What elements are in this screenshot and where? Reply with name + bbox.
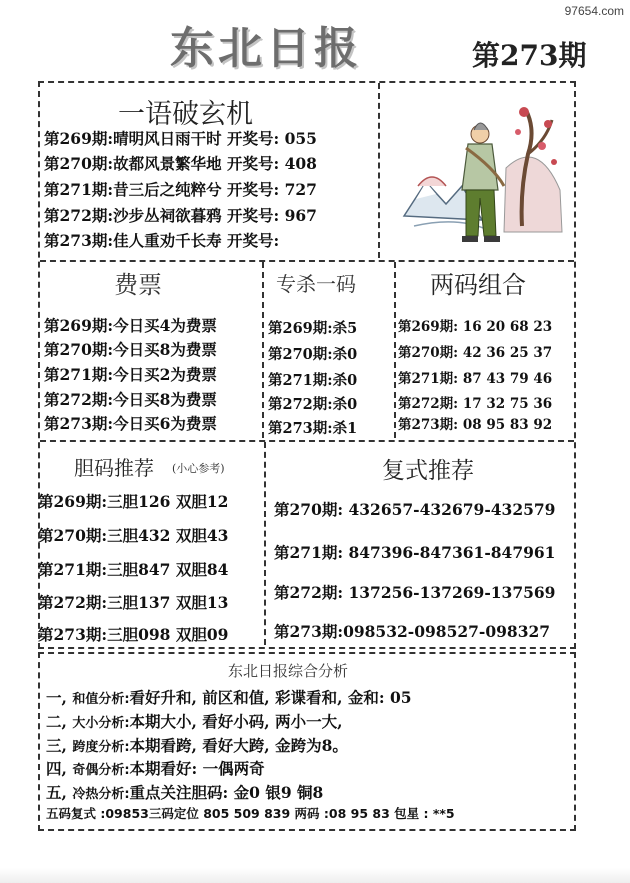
analysis-text: 重点关注胆码: 金0 银9 铜8 <box>129 783 324 802</box>
divider-kill-two <box>394 262 396 438</box>
bold-code-row: 第270期:三胆432 双胆43 <box>38 526 229 545</box>
multiple-row: 第273期:098532-098527-098327 <box>274 622 551 641</box>
bold-code-row: 第271期:三胆847 双胆84 <box>38 560 229 579</box>
multiple-title: 复式推荐 <box>382 458 474 484</box>
bold-code-title: 胆码推荐 <box>74 456 154 480</box>
analysis-text: 本期看跨, 看好大跨, 金跨为8。 <box>129 736 348 755</box>
kill-one-row: 第269期:杀5 <box>268 320 358 337</box>
analysis-num: 五, <box>46 783 67 802</box>
analysis-label: 大小分析: <box>72 716 130 731</box>
divider-below-riddle <box>40 260 574 262</box>
divider-riddle-illustration <box>378 83 380 258</box>
two-code-row: 第270期: 42 36 25 37 <box>398 345 553 361</box>
riddle-row: 第270期:故都风景繁华地 开奖号: 408 <box>44 154 317 173</box>
analysis-footer: 五码复式 :09853三码定位 805 509 839 两码 :08 95 83 包星 : **5 <box>46 806 455 821</box>
fee-ticket-row: 第269期:今日买4为费票 <box>44 316 217 335</box>
masthead-title: 东北日报 <box>170 23 362 74</box>
riddle-title: 一语破玄机 <box>118 99 253 130</box>
riddle-row: 第272期:沙步丛祠欲暮鸦 开奖号: 967 <box>44 206 317 225</box>
divider-bold-multiple <box>264 442 266 645</box>
analysis-label: 冷热分析: <box>72 787 130 802</box>
fee-ticket-row: 第271期:今日买2为费票 <box>44 365 217 384</box>
site-watermark: 97654.com <box>564 4 624 18</box>
fee-ticket-row: 第273期:今日买6为费票 <box>44 414 217 433</box>
kill-one-row: 第272期:杀0 <box>268 396 358 413</box>
kill-one-row: 第273期:杀1 <box>268 420 358 437</box>
two-code-row: 第269期: 16 20 68 23 <box>398 319 553 335</box>
fee-ticket-title: 费票 <box>114 271 162 299</box>
scan-edge-shadow <box>0 868 630 883</box>
two-code-row: 第271期: 87 43 79 46 <box>398 371 553 387</box>
riddle-row: 第273期:佳人重劝千长寿 开奖号: <box>44 231 280 250</box>
bold-code-note: (小心参考) <box>172 462 225 475</box>
analysis-text: 本期看好: 一偶两奇 <box>129 759 265 778</box>
analysis-num: 三, <box>46 736 67 755</box>
analysis-num: 四, <box>46 759 67 778</box>
riddle-row: 第271期:昔三后之纯粹兮 开奖号: 727 <box>44 180 317 199</box>
analysis-text: 看好升和, 前区和值, 彩谍看和, 金和: 05 <box>129 688 412 707</box>
analysis-num: 一, <box>46 688 67 707</box>
two-code-title: 两码组合 <box>430 271 526 299</box>
two-code-row: 第273期: 08 95 83 92 <box>398 417 553 433</box>
old-man-illustration <box>398 98 566 250</box>
kill-one-title: 专杀一码 <box>276 272 356 296</box>
two-code-row: 第272期: 17 32 75 36 <box>398 396 553 412</box>
fee-ticket-row: 第272期:今日买8为费票 <box>44 390 217 409</box>
analysis-label: 和值分析: <box>72 692 130 707</box>
analysis-label: 奇偶分析: <box>72 763 130 778</box>
bold-code-row: 第273期:三胆098 双胆09 <box>38 625 229 644</box>
analysis-title: 东北日报综合分析 <box>228 662 349 680</box>
divider-fee-kill <box>262 262 264 438</box>
multiple-row: 第270期: 432657-432679-432579 <box>274 500 556 519</box>
kill-one-row: 第271期:杀0 <box>268 372 358 389</box>
bold-code-row: 第269期:三胆126 双胆12 <box>38 492 229 511</box>
analysis-row-hotcold <box>46 785 323 801</box>
fee-ticket-row: 第270期:今日买8为费票 <box>44 340 217 359</box>
multiple-row: 第271期: 847396-847361-847961 <box>274 543 556 562</box>
bold-code-row: 第272期:三胆137 双胆13 <box>38 593 229 612</box>
analysis-row-parity <box>46 761 265 777</box>
multiple-row: 第272期: 137256-137269-137569 <box>274 583 556 602</box>
issue-number: 第273期 <box>472 39 587 72</box>
kill-one-row: 第270期:杀0 <box>268 346 358 363</box>
analysis-num: 二, <box>46 712 67 731</box>
analysis-row-size <box>46 714 343 730</box>
analysis-text: 本期大小, 看好小码, 两小一大, <box>129 712 343 731</box>
riddle-row: 第269期:晴明风日雨干时 开奖号: 055 <box>44 129 317 148</box>
analysis-label: 跨度分析: <box>72 740 130 755</box>
analysis-row-span <box>46 738 348 754</box>
analysis-row-sum <box>46 690 412 706</box>
divider-below-picks <box>40 440 574 442</box>
